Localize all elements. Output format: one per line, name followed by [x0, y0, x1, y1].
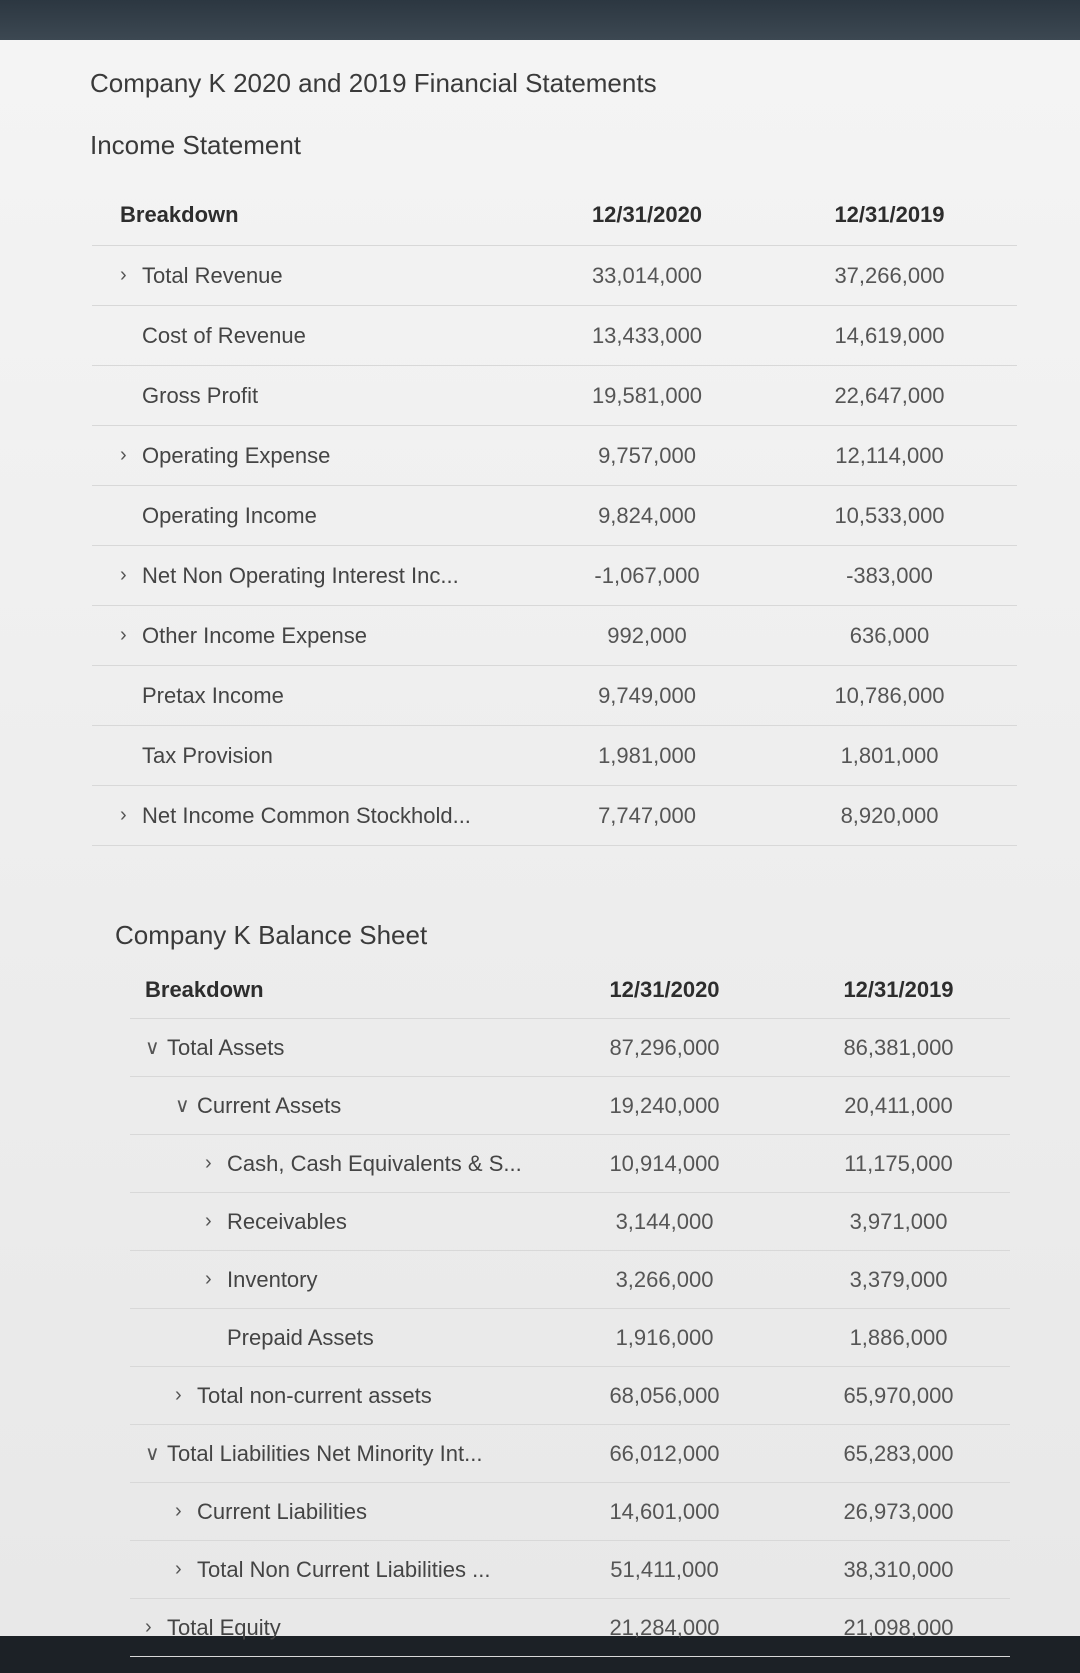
- value-2020: 10,914,000: [609, 1150, 720, 1176]
- value-2019: 636,000: [849, 622, 930, 648]
- value-2019: 21,098,000: [843, 1614, 954, 1640]
- chevron-right-icon[interactable]: ›: [120, 444, 127, 466]
- row-label-text: Pretax Income: [142, 682, 284, 708]
- row-label-text: Current Assets: [197, 1092, 342, 1118]
- balance-sheet-heading: Company K Balance Sheet: [115, 920, 428, 950]
- row-label-text: Total non-current assets: [197, 1382, 432, 1408]
- table-row[interactable]: [92, 426, 1017, 486]
- value-2020: 66,012,000: [609, 1440, 720, 1466]
- chevron-right-icon[interactable]: ›: [120, 564, 127, 586]
- chevron-down-icon[interactable]: ∨: [145, 1037, 160, 1059]
- table-row[interactable]: [130, 1077, 1010, 1135]
- row-label: [92, 263, 532, 289]
- chevron-down-icon[interactable]: ∨: [175, 1095, 190, 1117]
- column-header-2020: 12/31/2020: [591, 202, 703, 227]
- row-label: [130, 1151, 542, 1177]
- value-2020: 87,296,000: [609, 1034, 720, 1060]
- value-2020: 3,266,000: [615, 1266, 714, 1292]
- chevron-right-icon[interactable]: ›: [175, 1558, 182, 1580]
- row-label-text: Gross Profit: [142, 382, 259, 408]
- value-2019: 65,970,000: [843, 1382, 954, 1408]
- value-2020: 9,749,000: [598, 682, 696, 708]
- value-2019: 10,533,000: [834, 502, 945, 528]
- page-title: Company K 2020 and 2019 Financial Statements: [90, 68, 657, 98]
- value-2020: 19,581,000: [591, 382, 703, 408]
- value-2020: 1,981,000: [598, 742, 696, 768]
- value-2020: 3,144,000: [615, 1208, 714, 1234]
- table-row: [92, 366, 1017, 426]
- row-label: [130, 1383, 542, 1409]
- row-label-text: Prepaid Assets: [227, 1324, 374, 1350]
- value-2020: 19,240,000: [609, 1092, 720, 1118]
- chevron-right-icon[interactable]: ›: [175, 1500, 182, 1522]
- row-label: [130, 1209, 542, 1235]
- table-row[interactable]: [130, 1135, 1010, 1193]
- table-header: [130, 962, 1010, 1019]
- row-label-text: Operating Income: [142, 502, 317, 528]
- chevron-down-icon[interactable]: ∨: [145, 1443, 160, 1465]
- row-label-text: Inventory: [227, 1266, 318, 1292]
- row-label: [92, 443, 532, 469]
- row-label-text: Operating Expense: [142, 442, 331, 468]
- value-2020: 51,411,000: [610, 1556, 719, 1582]
- value-2019: 65,283,000: [843, 1440, 954, 1466]
- row-label: [130, 1267, 542, 1293]
- value-2019: -383,000: [846, 562, 933, 588]
- breakdown-header: Breakdown: [145, 977, 264, 1002]
- value-2019: 3,971,000: [849, 1208, 948, 1234]
- row-label: [92, 803, 532, 829]
- value-2020: 1,916,000: [615, 1324, 714, 1350]
- row-label: [92, 683, 532, 709]
- table-row[interactable]: [92, 786, 1017, 846]
- row-label: [130, 1325, 542, 1351]
- value-2020: 14,601,000: [609, 1498, 720, 1524]
- row-label-text: Net Non Operating Interest Inc...: [142, 562, 459, 588]
- table-row: [92, 726, 1017, 786]
- row-label-text: Current Liabilities: [197, 1498, 367, 1524]
- column-header-2019: 12/31/2019: [834, 202, 945, 227]
- table-row[interactable]: [92, 546, 1017, 606]
- table-row[interactable]: [92, 606, 1017, 666]
- value-2019: 3,379,000: [849, 1266, 948, 1292]
- value-2020: 33,014,000: [591, 262, 703, 288]
- row-label-text: Net Income Common Stockhold...: [142, 802, 471, 828]
- row-label: [92, 623, 532, 649]
- value-2019: 86,381,000: [843, 1034, 954, 1060]
- value-2020: 992,000: [607, 622, 687, 648]
- breakdown-header: Breakdown: [120, 202, 239, 227]
- table-row: [130, 1309, 1010, 1367]
- row-label-text: Total Revenue: [142, 262, 283, 288]
- chevron-right-icon[interactable]: ›: [145, 1616, 152, 1638]
- value-2019: 10,786,000: [834, 682, 945, 708]
- row-label-text: Total Liabilities Net Minority Int...: [167, 1440, 483, 1466]
- value-2019: 38,310,000: [843, 1556, 954, 1582]
- chevron-right-icon[interactable]: ›: [120, 264, 127, 286]
- table-row[interactable]: [130, 1425, 1010, 1483]
- row-label-text: Receivables: [227, 1208, 347, 1234]
- value-2020: 68,056,000: [609, 1382, 720, 1408]
- table-row: [92, 486, 1017, 546]
- row-label-text: Tax Provision: [142, 742, 273, 768]
- value-2020: 7,747,000: [598, 802, 696, 828]
- row-label: [130, 1499, 542, 1525]
- row-label: [130, 1615, 542, 1641]
- value-2020: 21,284,000: [609, 1614, 720, 1640]
- value-2019: 26,973,000: [843, 1498, 954, 1524]
- income-statement-heading: Income Statement: [90, 130, 301, 160]
- chevron-right-icon[interactable]: ›: [120, 804, 127, 826]
- column-header-2019: 12/31/2019: [843, 977, 954, 1002]
- row-label: [130, 1093, 542, 1119]
- row-label: [92, 323, 532, 349]
- table-row[interactable]: [130, 1193, 1010, 1251]
- row-label: [92, 503, 532, 529]
- value-2020: 13,433,000: [591, 322, 703, 348]
- row-label: [130, 1441, 542, 1467]
- value-2019: 1,886,000: [849, 1324, 948, 1350]
- chevron-right-icon[interactable]: ›: [175, 1384, 182, 1406]
- value-2019: 12,114,000: [835, 442, 944, 468]
- value-2019: 20,411,000: [844, 1092, 953, 1118]
- column-header-2020: 12/31/2020: [609, 977, 720, 1002]
- value-2019: 8,920,000: [840, 802, 939, 828]
- table-row: [92, 306, 1017, 366]
- table-row[interactable]: [130, 1483, 1010, 1541]
- row-label: [130, 1557, 542, 1583]
- chevron-right-icon[interactable]: ›: [205, 1268, 212, 1290]
- chevron-right-icon[interactable]: ›: [120, 624, 127, 646]
- table-row[interactable]: [130, 1367, 1010, 1425]
- row-label-text: Cash, Cash Equivalents & S...: [227, 1150, 522, 1176]
- value-2019: 22,647,000: [834, 382, 945, 408]
- balance-sheet-table: [130, 962, 1010, 1657]
- value-2019: 11,175,000: [844, 1150, 953, 1176]
- row-label-text: Total Non Current Liabilities ...: [197, 1556, 491, 1582]
- row-label-text: Other Income Expense: [142, 622, 368, 648]
- value-2019: 1,801,000: [840, 742, 939, 768]
- table-row[interactable]: [130, 1019, 1010, 1077]
- row-label: [92, 563, 532, 589]
- value-2020: 9,824,000: [598, 502, 696, 528]
- table-row: [92, 666, 1017, 726]
- table-row[interactable]: [130, 1541, 1010, 1599]
- income-statement-table: [92, 185, 1017, 846]
- table-row[interactable]: [130, 1599, 1010, 1657]
- chevron-right-icon[interactable]: ›: [205, 1152, 212, 1174]
- row-label-text: Total Assets: [167, 1034, 285, 1060]
- table-header: [92, 185, 1017, 246]
- row-label-text: Cost of Revenue: [142, 322, 306, 348]
- value-2020: 9,757,000: [598, 442, 696, 468]
- value-2019: 14,619,000: [834, 322, 945, 348]
- value-2019: 37,266,000: [834, 262, 945, 288]
- row-label: [92, 743, 532, 769]
- row-label: [130, 1035, 542, 1061]
- row-label: [92, 383, 532, 409]
- value-2020: -1,067,000: [594, 562, 700, 588]
- table-row[interactable]: [92, 246, 1017, 306]
- row-label-text: Total Equity: [167, 1614, 281, 1640]
- table-row[interactable]: [130, 1251, 1010, 1309]
- chevron-right-icon[interactable]: ›: [205, 1210, 212, 1232]
